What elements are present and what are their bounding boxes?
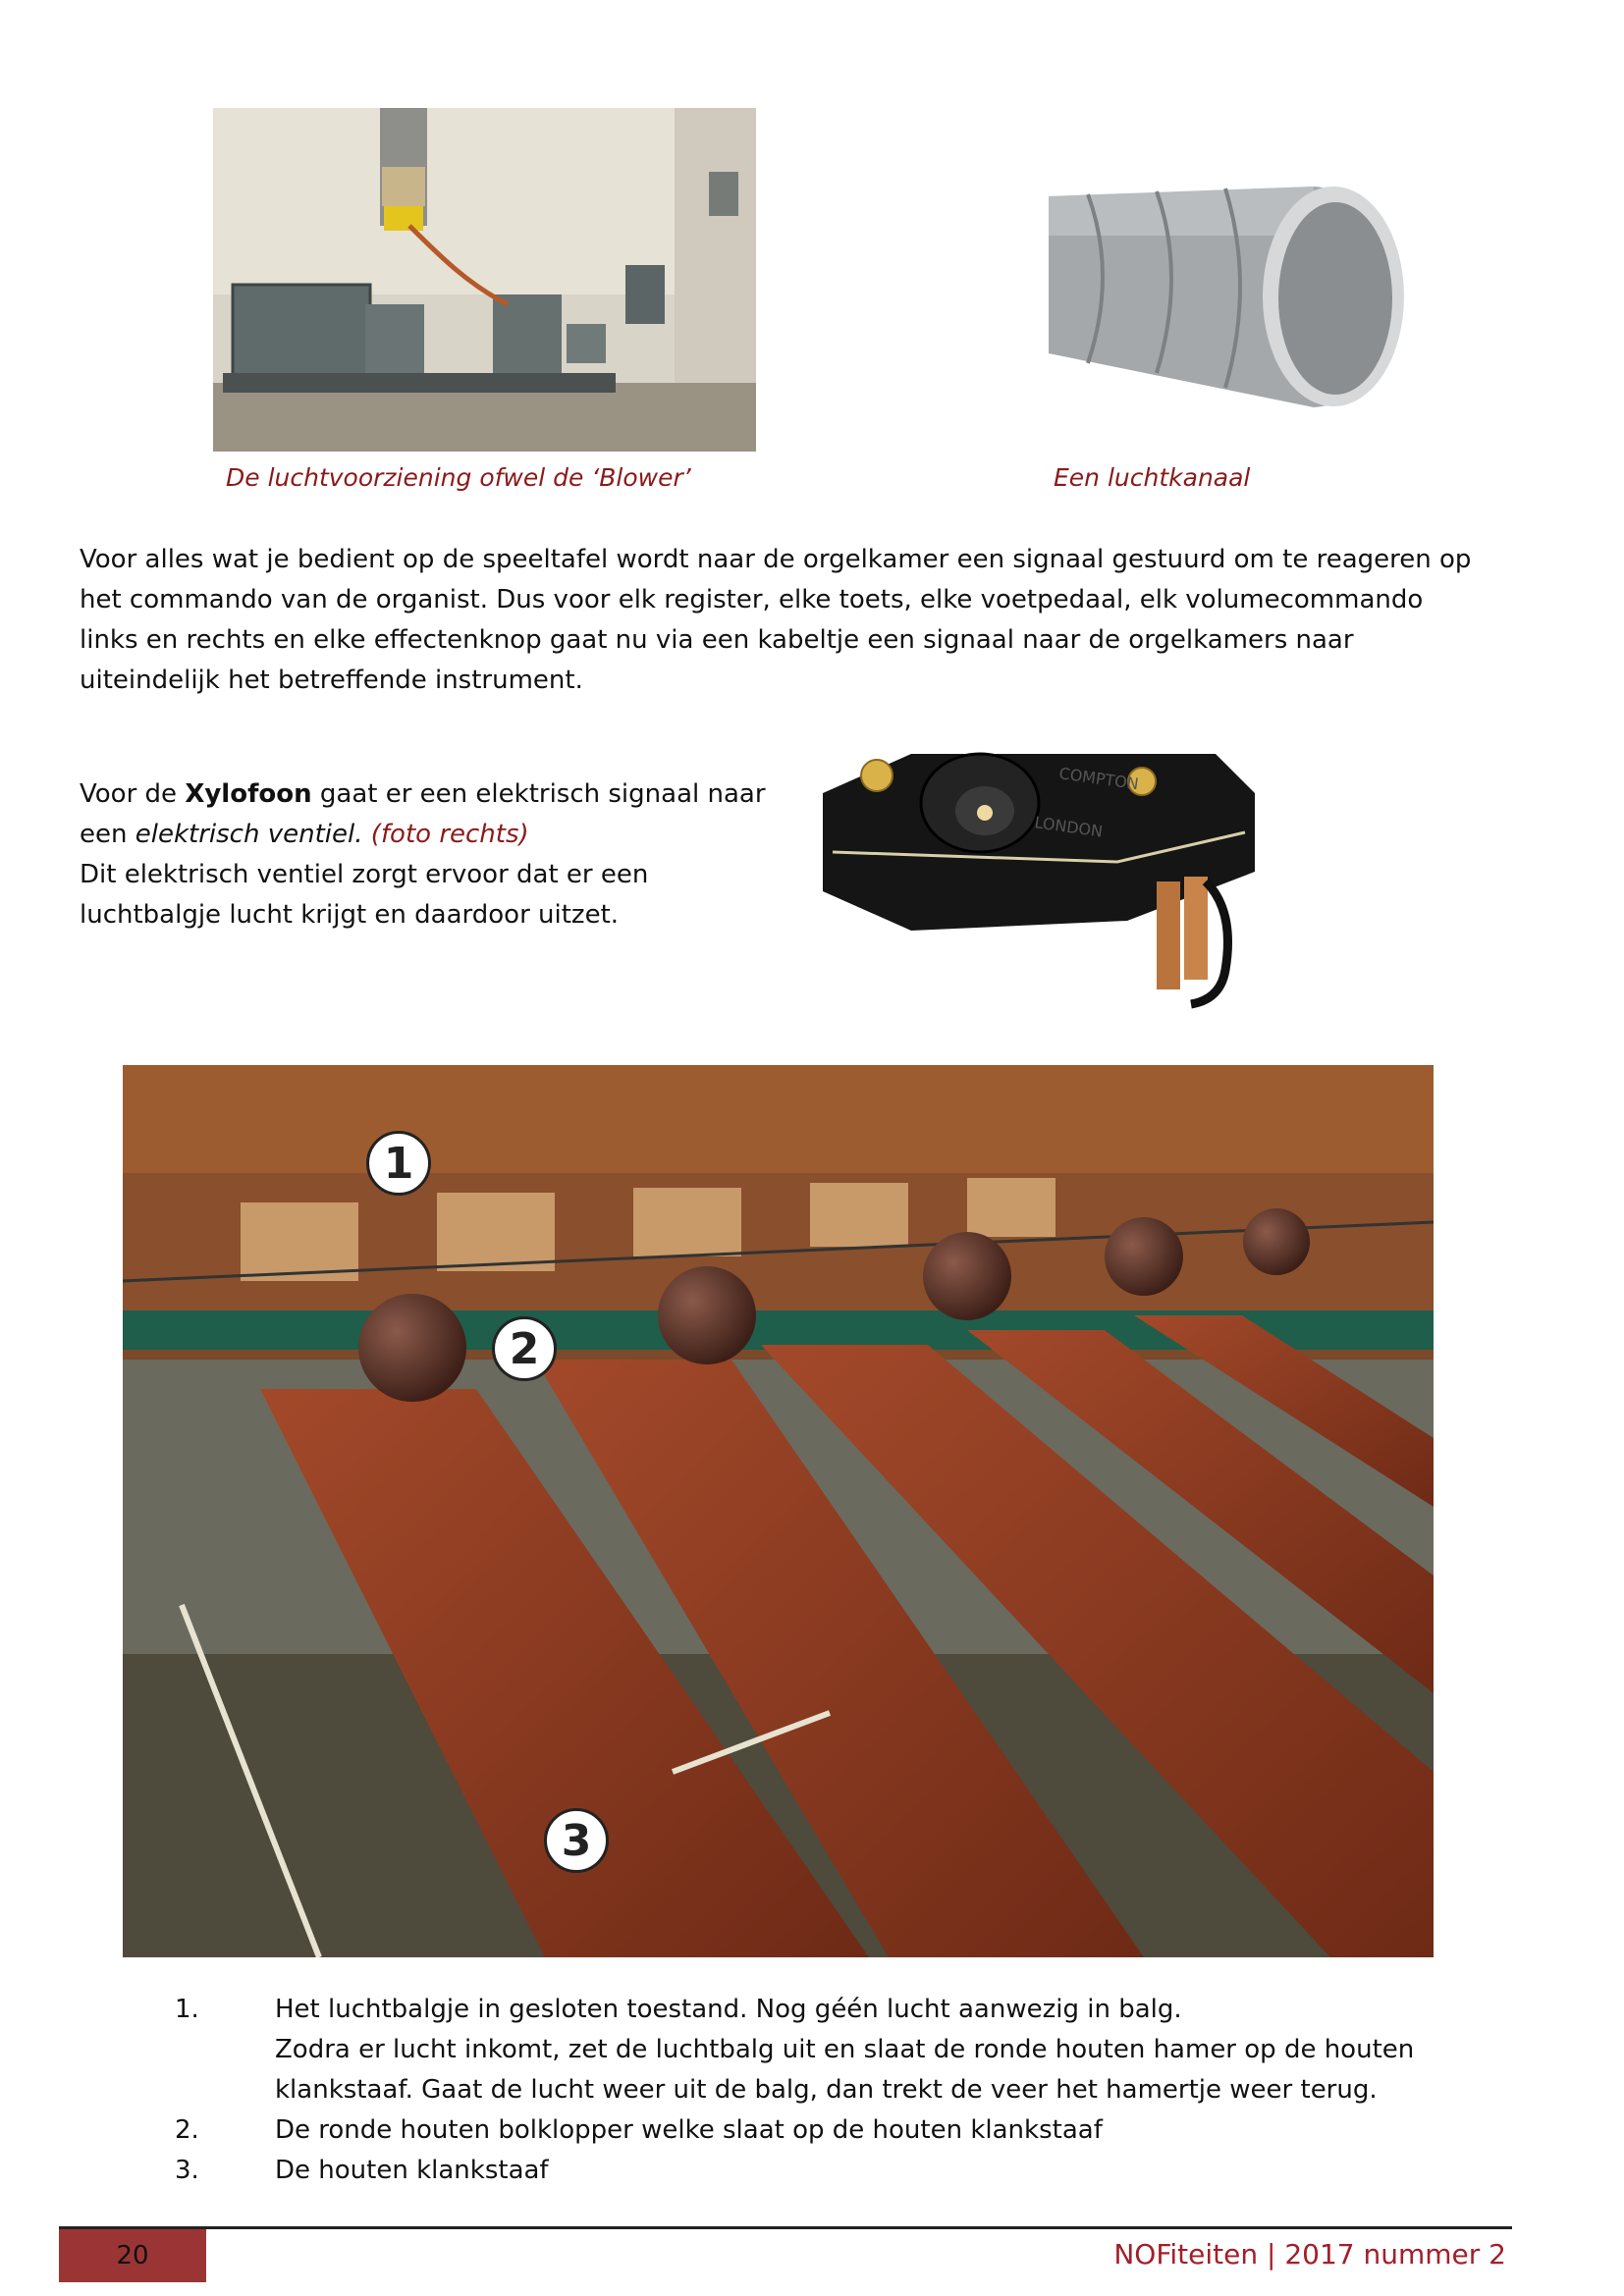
duct-caption: Een luchtkanaal — [1054, 463, 1251, 492]
valve-term: elektrisch ventiel. — [135, 820, 363, 849]
valve-brand-bottom: LONDON — [1033, 813, 1105, 841]
publication-title: NOFiteiten | 2017 nummer 2 — [1113, 2238, 1506, 2270]
valve-photo — [793, 734, 1284, 1039]
list-item — [175, 2151, 1451, 2191]
list-text: De houten klankstaaf — [275, 2156, 549, 2185]
valve-brand-top: COMPTON — [1057, 764, 1140, 794]
blower-photo — [213, 108, 756, 452]
page-number: 20 — [59, 2229, 206, 2282]
xylofoon-line-2: een elektrisch ventiel. (foto rechts) — [80, 820, 529, 849]
marker-1: 1 — [366, 1131, 431, 1196]
list-text: klankstaaf. Gaat de lucht weer uit de balg, dan trekt de veer het hamertje weer terug. — [275, 2075, 1378, 2105]
list-item — [175, 1990, 1451, 2110]
list-text: Het luchtbalgje in gesloten toestand. Nog géén lucht aanwezig in balg. — [275, 1995, 1182, 2024]
xylofoon-line-4: luchtbalgje lucht krijgt en daardoor uitzet. — [80, 900, 620, 930]
marker-2: 2 — [492, 1316, 557, 1381]
xylophone-photo — [123, 1065, 1434, 1957]
list-number: 2. — [175, 2115, 199, 2145]
legend-list — [175, 1990, 1451, 2191]
list-item — [175, 2110, 1451, 2151]
marker-3: 3 — [544, 1808, 609, 1873]
xylofoon-line-1: Voor de Xylofoon gaat er een elektrisch signaal naar — [80, 779, 766, 809]
intro-paragraph — [80, 540, 1474, 701]
list-number: 3. — [175, 2156, 199, 2185]
xylofoon-line-3: Dit elektrisch ventiel zorgt ervoor dat er een — [80, 860, 649, 889]
photo-reference: (foto rechts) — [362, 820, 529, 849]
list-text: Zodra er lucht inkomt, zet de luchtbalg uit en slaat de ronde houten hamer op de houten — [275, 2035, 1415, 2064]
blower-caption: De luchtvoorziening ofwel de ‘Blower’ — [226, 463, 691, 492]
footer-divider — [59, 2226, 1512, 2229]
duct-photo — [1049, 177, 1412, 419]
list-number: 1. — [175, 1995, 199, 2024]
xylofoon-paragraph — [80, 774, 767, 935]
xylofoon-term: Xylofoon — [185, 779, 312, 809]
intro-text: Voor alles wat je bedient op de speeltafel wordt naar de orgelkamer een signaal gestuurd om te reageren op het commando van de organist. Dus voor elk register, elke toets, elke voetpedaal, elk volumecommando links en rechts en elke effectenknop gaat nu via een kabeltje een signaal naar de orgelkamers naar uiteindelijk het betreffende instrument. — [80, 545, 1472, 695]
list-text: De ronde houten bolklopper welke slaat op de houten klankstaaf — [275, 2115, 1103, 2145]
